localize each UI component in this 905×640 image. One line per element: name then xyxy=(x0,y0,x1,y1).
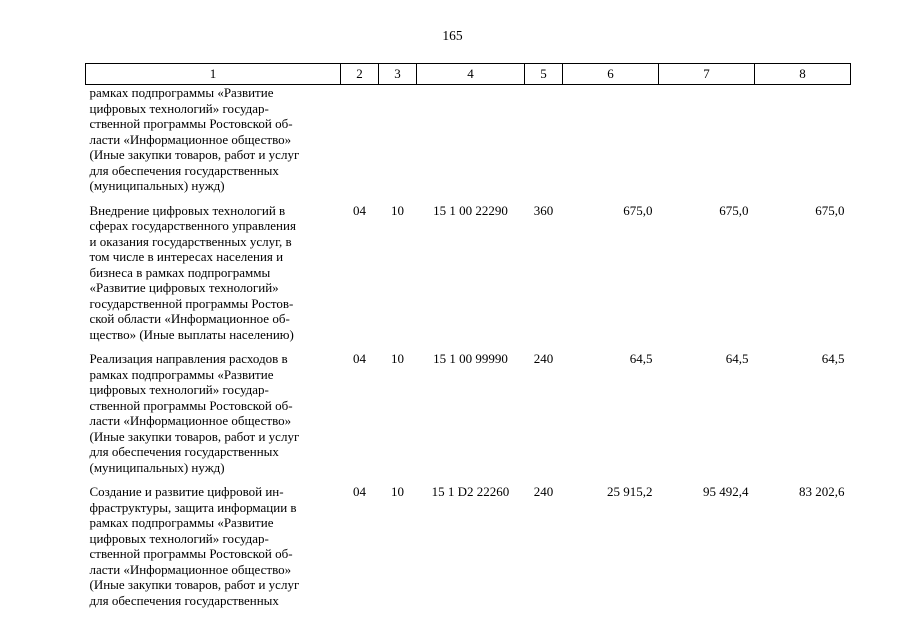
description-line: для обеспечения государственных xyxy=(89,444,279,459)
cell-section: 04 xyxy=(353,202,366,218)
cell-amount-8: 83 202,6 xyxy=(799,484,845,499)
description-line: цифровых технологий» государ- xyxy=(89,100,269,116)
column-header: 4 xyxy=(417,64,525,85)
description-line: (Иные закупки товаров, работ и услуг xyxy=(89,428,300,444)
description-line: Реализация направления расходов в xyxy=(89,351,288,366)
row-description xyxy=(86,85,341,194)
cell-subsection xyxy=(379,85,417,194)
table-row xyxy=(86,194,851,343)
budget-table xyxy=(85,63,851,608)
description-line: ласти «Информационное общество» xyxy=(89,131,292,147)
cell-amount-8: 64,5 xyxy=(821,351,845,366)
description-line: рамках подпрограммы «Развитие xyxy=(89,85,274,100)
cell-amount-6 xyxy=(563,85,659,194)
page-number: 165 xyxy=(442,28,463,43)
description-line: и оказания государственных услуг, в xyxy=(89,233,292,249)
description-line: для обеспечения государственных xyxy=(89,162,279,178)
description-line: фраструктуры, защита информации в xyxy=(89,499,297,515)
description-line: Создание и развитие цифровой ин- xyxy=(89,484,284,499)
description-line: Внедрение цифровых технологий в xyxy=(89,202,286,218)
description-line: (муниципальных) нужд) xyxy=(89,459,225,475)
description-line: цифровых технологий» государ- xyxy=(89,530,269,546)
cell-subsection: 10 xyxy=(391,351,404,366)
cell-target-code: 15 1 00 22290 xyxy=(433,202,508,218)
cell-subsection: 10 xyxy=(391,202,404,218)
cell-amount-7: 64,5 xyxy=(725,351,749,366)
cell-amount-8: 675,0 xyxy=(815,202,845,218)
column-header: 8 xyxy=(755,64,851,85)
cell-target-code: 15 1 D2 22260 xyxy=(431,484,510,499)
column-header: 6 xyxy=(563,64,659,85)
description-line: ственной программы Ростовской об- xyxy=(89,397,293,413)
description-line: том числе в интересах населения и xyxy=(89,249,284,264)
cell-amount-8 xyxy=(755,85,851,194)
description-line: (Иные закупки товаров, работ и услуг xyxy=(89,577,300,592)
description-line: сферах государственного управления xyxy=(89,218,296,233)
description-line: ской области «Информационное об- xyxy=(89,311,290,326)
table-row xyxy=(86,475,851,608)
cell-amount-7: 95 492,4 xyxy=(703,484,749,499)
row-description xyxy=(86,475,341,608)
description-line: рамках подпрограммы «Развитие xyxy=(89,515,274,530)
cell-amount-6: 64,5 xyxy=(629,351,653,366)
cell-target-code xyxy=(417,85,525,194)
cell-amount-7 xyxy=(659,85,755,194)
table-row xyxy=(86,342,851,475)
description-line: ственной программы Ростовской об- xyxy=(89,116,293,131)
description-line: государственной программы Ростов- xyxy=(89,295,294,311)
cell-section xyxy=(341,85,379,194)
cell-amount-6: 675,0 xyxy=(623,202,653,218)
description-line: цифровых технологий» государ- xyxy=(89,382,269,397)
cell-expense-type: 240 xyxy=(533,484,554,499)
cell-expense-type: 360 xyxy=(533,202,554,218)
description-line: бизнеса в рамках подпрограммы xyxy=(89,264,271,280)
table-row xyxy=(86,85,851,194)
table-header-row xyxy=(86,64,851,85)
cell-expense-type: 240 xyxy=(533,351,554,366)
description-line: (Иные закупки товаров, работ и услуг xyxy=(89,147,300,162)
column-header: 3 xyxy=(379,64,417,85)
description-line: (муниципальных) нужд) xyxy=(89,178,225,193)
description-line: ласти «Информационное общество» xyxy=(89,561,292,577)
row-description xyxy=(86,194,341,343)
column-header: 7 xyxy=(659,64,755,85)
cell-amount-7: 675,0 xyxy=(719,202,749,218)
description-line: ласти «Информационное общество» xyxy=(89,413,292,428)
description-line: щество» (Иные выплаты населению) xyxy=(89,326,294,342)
cell-target-code: 15 1 00 99990 xyxy=(433,351,508,366)
column-header: 5 xyxy=(525,64,563,85)
column-header: 2 xyxy=(341,64,379,85)
row-description xyxy=(86,342,341,475)
cell-section: 04 xyxy=(353,484,366,499)
description-line: ственной программы Ростовской об- xyxy=(89,546,293,561)
cell-subsection: 10 xyxy=(391,484,404,499)
description-line: для обеспечения государственных xyxy=(89,592,279,608)
cell-section: 04 xyxy=(353,351,366,366)
column-header: 1 xyxy=(86,64,341,85)
description-line: рамках подпрограммы «Развитие xyxy=(89,366,274,382)
description-line: «Развитие цифровых технологий» xyxy=(89,280,279,295)
cell-amount-6: 25 915,2 xyxy=(607,484,653,499)
cell-expense-type xyxy=(525,85,563,194)
